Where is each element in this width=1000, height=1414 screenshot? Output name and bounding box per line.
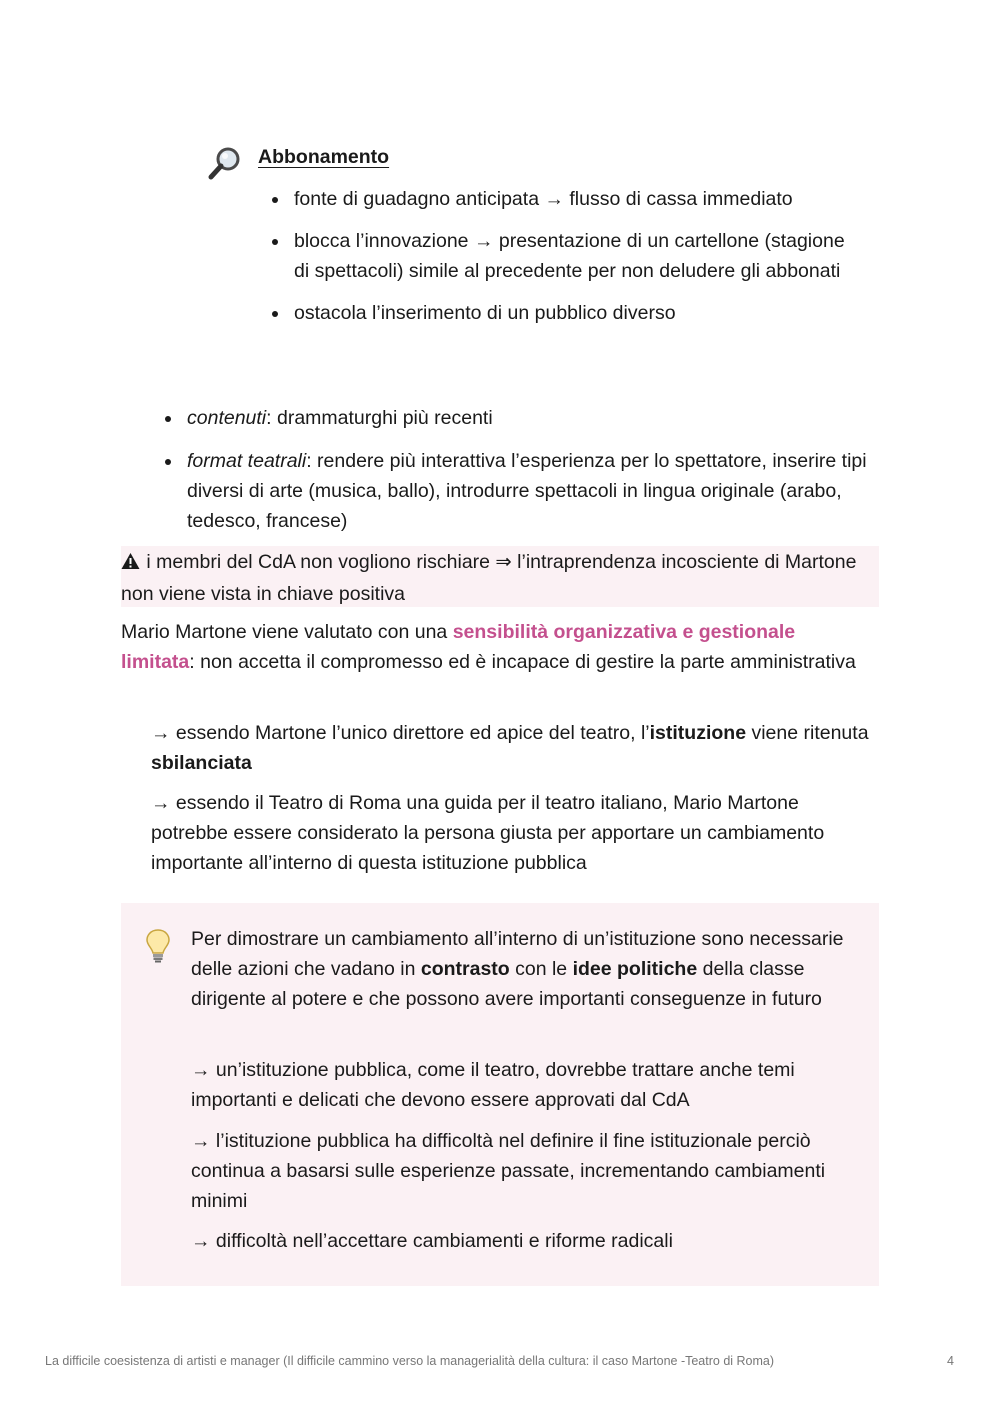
list-item — [187, 403, 877, 433]
arrow-paragraph-2: → essendo il Teatro di Roma una guida per il teatro italiano, Mario Martone potrebbe essere considerato la persona giusta per apportare un cambiamento importante all’interno di questa istituzione pubblica — [151, 792, 825, 874]
magnifier-icon — [206, 144, 244, 182]
page-number: 4 — [947, 1354, 954, 1368]
warning-text: i membri del CdA non vogliono rischiare ⇒ l’intraprendenza incosciente di Martone non viene vista in chiave positiva — [121, 551, 857, 605]
tip-paragraph-4: → difficoltà nell’accettare cambiamenti e riforme radicali — [191, 1230, 673, 1252]
features-list — [187, 403, 877, 536]
arrow-paragraph-1: → essendo Martone l’unico direttore ed apice del teatro, l’istituzione viene ritenuta sbilanciata — [151, 722, 869, 774]
tip-paragraph-1: Per dimostrare un cambiamento all’interno di un’istituzione sono necessarie delle azioni che vadano in contrasto con le idee politiche della classe dirigente al potere e che possono avere importanti conseguenze in futuro — [191, 928, 844, 1010]
list-item — [187, 446, 877, 536]
evaluation-paragraph: Mario Martone viene valutato con una sensibilità organizzativa e gestionale limitata: non accetta il compromesso ed è incapace di gestire la parte amministrativa — [121, 621, 856, 673]
footer-title: La difficile coesistenza di artisti e manager (Il difficile cammino verso la managerialità della cultura: il caso Martone -Teatro di Roma) — [45, 1354, 775, 1368]
list-item: fonte di guadagno anticipata → flusso di cassa immediato — [294, 184, 854, 214]
lightbulb-icon — [144, 928, 172, 964]
list-text: : drammaturghi più recenti — [266, 407, 493, 429]
list-text: : rendere più interattiva l’esperienza per lo spettatore, inserire tipi diversi di arte (musica, ballo), introdurre spettacoli in lingua originale (arabo, tedesco, francese) — [187, 450, 867, 532]
abbonamento-list — [294, 184, 854, 328]
warning-icon — [121, 549, 141, 579]
highlight-text: sensibilità organizzativa e gestionale limitata — [121, 621, 796, 673]
list-term: contenuti — [187, 407, 267, 429]
abbonamento-heading: Abbonamento — [258, 146, 390, 168]
tip-paragraph-2: → un’istituzione pubblica, come il teatro, dovrebbe trattare anche temi importanti e delicati che devono essere approvati dal CdA — [191, 1059, 795, 1111]
list-item: blocca l’innovazione → presentazione di un cartellone (stagione di spettacoli) simile al precedente per non deludere gli abbonati — [294, 226, 854, 286]
list-item: ostacola l’inserimento di un pubblico diverso — [294, 298, 854, 328]
tip-paragraph-3: → l’istituzione pubblica ha difficoltà nel definire il fine istituzionale perciò continua a basarsi sulle esperienze passate, incrementando cambiamenti minimi — [191, 1130, 826, 1212]
list-term: format teatrali — [187, 450, 307, 472]
